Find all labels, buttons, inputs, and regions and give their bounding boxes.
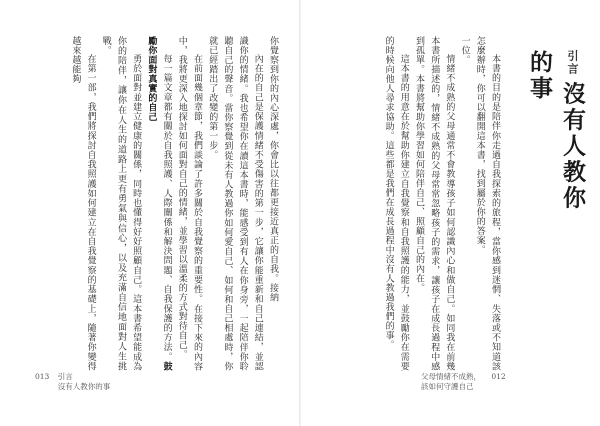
- paragraph-text: 內在的自己是保護情緒不受傷害的第一步，它讓你能重新和自己連結，並認識你的情緒。我也希望你在讀這本書時，能感受到有人在你身旁，一起陪伴你聆聽自己的聲音。當你察覺到從未有人教過你如何愛自己、如何和自己相處時，你就已經踏出了改變的第一步。: [207, 36, 263, 371]
- left-page-number: 013: [35, 372, 50, 381]
- paragraph-text: 勇於面對並建立健康的關係，同時也懂得好好照顧自己。這本書希望能成為你的陪伴，讓你在人生的道路上更有勇氣與信心，以及充滿自信地面對人生挑戰。: [100, 36, 142, 371]
- right-page-number: 012: [491, 372, 506, 381]
- paragraph-text: 你覺察到你的內心深處，你會比以往都更接近真正的自我。接納: [268, 36, 278, 302]
- left-page-paragraph: [143, 36, 173, 371]
- paragraph-text: 這本書的用意在於幫助你建立自我覺察和自我照護的能力，並鼓勵你在需要的時候向他人尋求協助。這些都是我們在成長過程中沒有人教過我們的事。: [383, 36, 409, 371]
- right-body-text: [319, 36, 502, 371]
- left-running-head: [58, 372, 111, 392]
- right-running-head-line-1: 父母情緒不成熟，: [421, 372, 481, 381]
- left-running-head-line-1: 引言: [57, 372, 73, 381]
- chapter-tag: 引言: [566, 50, 579, 76]
- right-page-paragraph: [380, 36, 410, 371]
- paragraph-text: 情緒不成熟的父母通常不會教導孩子如何認識內心和做自己。如同我在前幾本書所描述的，情緒不成熟的父母常常忽略孩子的需求，讓孩子在成長過程中感到孤單。本書將幫助你學習如何陪伴自己、照顧自己的內在。: [413, 36, 455, 371]
- bold-phrase: 鼓勵你面對真實的自己: [146, 36, 172, 371]
- left-page-paragraph: [67, 36, 97, 371]
- left-page: [0, 0, 299, 426]
- left-page-paragraph: [265, 36, 280, 371]
- right-page-paragraph: [456, 36, 471, 371]
- right-page-paragraph: [472, 36, 502, 371]
- paragraph-text: 一位。: [459, 36, 470, 65]
- left-footer: [35, 372, 110, 392]
- chapter-heading: [519, 50, 589, 230]
- right-page-paragraph: [411, 36, 457, 371]
- right-running-head: [421, 372, 481, 392]
- paragraph-text: 本書的目的是陪伴你走過自我探索的旅程，當你感到迷惘、失落或不知道該怎麼辦時，你可以翻開這本書，找到屬於你的答案。: [474, 36, 500, 371]
- left-page-paragraph: [98, 36, 144, 371]
- paragraph-text: 在第一部，我們將探討自我照護如何建立在自我覺察的基礎上，隨著你變得越來越能夠: [70, 36, 96, 371]
- right-running-head-line-2: 該如何守護自己: [421, 382, 474, 391]
- chapter-title: 沒有人教你的事: [526, 50, 585, 212]
- right-footer: [421, 372, 506, 392]
- left-body-text: [20, 36, 280, 371]
- left-running-head-line-2: 沒有人教你的事: [57, 382, 111, 391]
- left-page-paragraph: [204, 36, 265, 371]
- paragraph-text: 在前面幾個章節，我們談論了許多關於自我覺察的重要性。在接下來的內容中，我將更深入地探討如何面對自己的情緒，並學習以溫柔的方式對待自己。: [176, 36, 202, 371]
- paragraph-text: 每一篇文章都有關於自我照護、人際關係和解決問題、自我保護的方法。: [161, 54, 172, 362]
- right-page: [301, 0, 600, 426]
- left-page-paragraph: [174, 36, 204, 371]
